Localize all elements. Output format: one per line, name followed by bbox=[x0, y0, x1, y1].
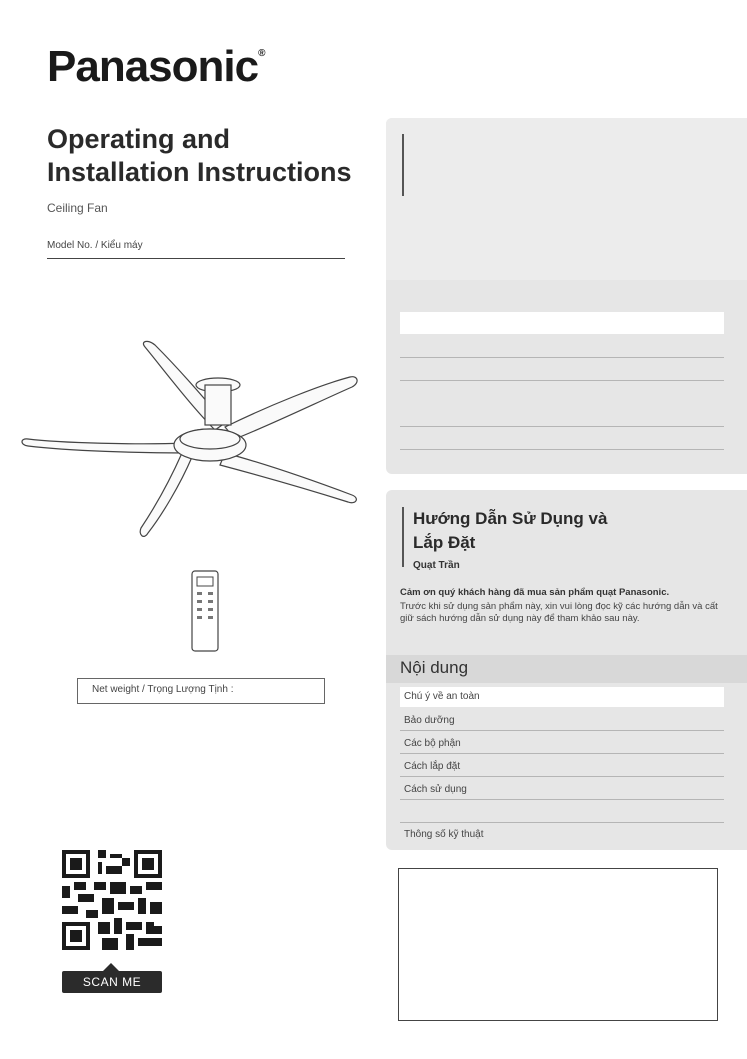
vietnamese-title bbox=[413, 507, 723, 555]
divider bbox=[400, 357, 724, 358]
divider bbox=[400, 799, 724, 800]
toc-item: Chú ý về an toàn bbox=[404, 691, 480, 702]
toc-heading: Nội dung bbox=[400, 658, 469, 677]
toc-item: Cách sử dụng bbox=[404, 784, 467, 795]
vietnamese-subtitle: Quạt Trần bbox=[413, 560, 460, 571]
product-subtitle: Ceiling Fan bbox=[47, 201, 108, 215]
model-number-label: Model No. / Kiểu máy bbox=[47, 240, 143, 251]
info-panel-top-header bbox=[386, 118, 747, 280]
page-title bbox=[47, 123, 387, 189]
scan-me-pointer bbox=[103, 963, 119, 971]
accent-bar bbox=[402, 134, 404, 196]
divider bbox=[400, 822, 724, 823]
ceiling-fan-illustration bbox=[20, 335, 365, 550]
net-weight-box bbox=[77, 678, 325, 704]
toc-item: Bảo dưỡng bbox=[404, 715, 455, 726]
net-weight-label: Net weight / Trọng Lượng Tịnh : bbox=[92, 684, 234, 695]
divider bbox=[400, 776, 724, 777]
toc-item: Thông số kỹ thuật bbox=[404, 829, 484, 840]
title-line-2: Installation Instructions bbox=[47, 157, 352, 187]
blank-field bbox=[400, 312, 724, 334]
qr-code bbox=[62, 850, 162, 950]
description-text: Trước khi sử dụng sản phẩm này, xin vui lòng đọc kỹ các hướng dẫn và cất giữ sách hướng dẫn sử dụng này để tham khảo sau này. bbox=[400, 601, 718, 624]
divider bbox=[400, 380, 724, 381]
accent-bar bbox=[402, 507, 404, 567]
registered-mark: ® bbox=[258, 48, 265, 59]
toc-item: Các bộ phận bbox=[404, 738, 461, 749]
model-number-underline bbox=[47, 258, 345, 259]
thank-you-text: Cảm ơn quý khách hàng đã mua sản phẩm quạt Panasonic. bbox=[400, 587, 670, 598]
vietnamese-title-line-1: Hướng Dẫn Sử Dụng và bbox=[413, 509, 608, 528]
brand-name: Panasonic bbox=[47, 42, 259, 91]
blank-box bbox=[398, 868, 718, 1021]
divider bbox=[400, 753, 724, 754]
scan-me-label: SCAN ME bbox=[62, 971, 162, 993]
title-line-1: Operating and bbox=[47, 124, 231, 154]
divider bbox=[400, 426, 724, 427]
divider bbox=[400, 449, 724, 450]
remote-control-illustration bbox=[190, 570, 220, 652]
divider bbox=[400, 730, 724, 731]
vietnamese-title-line-2: Lắp Đặt bbox=[413, 533, 476, 552]
panasonic-logo bbox=[47, 42, 264, 92]
toc-item: Cách lắp đặt bbox=[404, 761, 461, 772]
